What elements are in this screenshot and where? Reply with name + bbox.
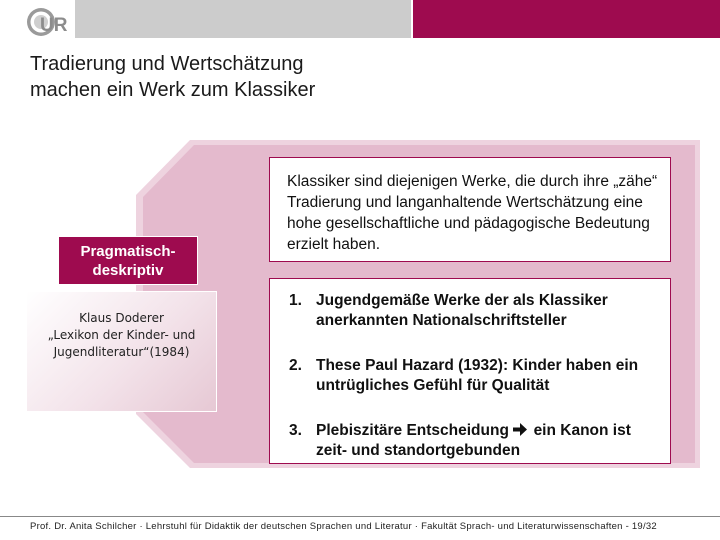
category-label [58, 236, 198, 285]
logo-text: UR [40, 15, 68, 36]
theses-list [269, 278, 671, 464]
list-item-number: 2. [289, 357, 302, 374]
list-item-text: Jugendgemäße Werke der als Klassiker anerkannten Nationalschriftsteller [316, 292, 608, 329]
list-item-text: These Paul Hazard (1932): Kinder haben ein untrügliches Gefühl für Qualität [316, 357, 639, 394]
source-reference [26, 291, 217, 412]
slide-title-line2: machen ein Werk zum Klassiker [30, 79, 316, 101]
definition-box [269, 157, 671, 262]
list-item [289, 291, 662, 331]
list-item-number: 1. [289, 292, 302, 309]
arrow-right-icon [513, 423, 527, 436]
list-item-text-after: ein Kanon ist zeit- und standortgebunden [316, 422, 631, 459]
header-bar-accent [413, 0, 720, 38]
source-author: Klaus Doderer [79, 311, 164, 325]
slide-title [30, 51, 530, 103]
list-item [289, 421, 662, 461]
list-item-text [316, 421, 662, 461]
source-title-line2: Jugendliteratur“(1984) [53, 345, 190, 359]
category-label-line2: deskriptiv [92, 261, 164, 279]
list-item-number: 3. [289, 422, 302, 439]
source-title-line1: „Lexikon der Kinder- und [47, 328, 196, 342]
university-logo [26, 4, 76, 40]
slide-title-line1: Tradierung und Wertschätzung [30, 53, 304, 75]
header-bar-gray [75, 0, 411, 38]
footer-divider [0, 516, 720, 517]
list-item-text-before: Plebiszitäre Entscheidung [316, 422, 509, 439]
footer-text: Prof. Dr. Anita Schilcher · Lehrstuhl für Didaktik der deutschen Sprachen und Literatur · Fakultät Sprach- und Literaturwissenschaften - 19/32 [30, 521, 657, 532]
definition-text: Klassiker sind diejenigen Werke, die durch ihre „zähe“ Tradierung und langanhaltende Wertschätzung eine hohe gesellschaftliche und pädagogische Bedeutung erzielt haben. [287, 173, 658, 253]
category-label-line1: Pragmatisch- [80, 242, 176, 260]
list-item [289, 356, 662, 396]
